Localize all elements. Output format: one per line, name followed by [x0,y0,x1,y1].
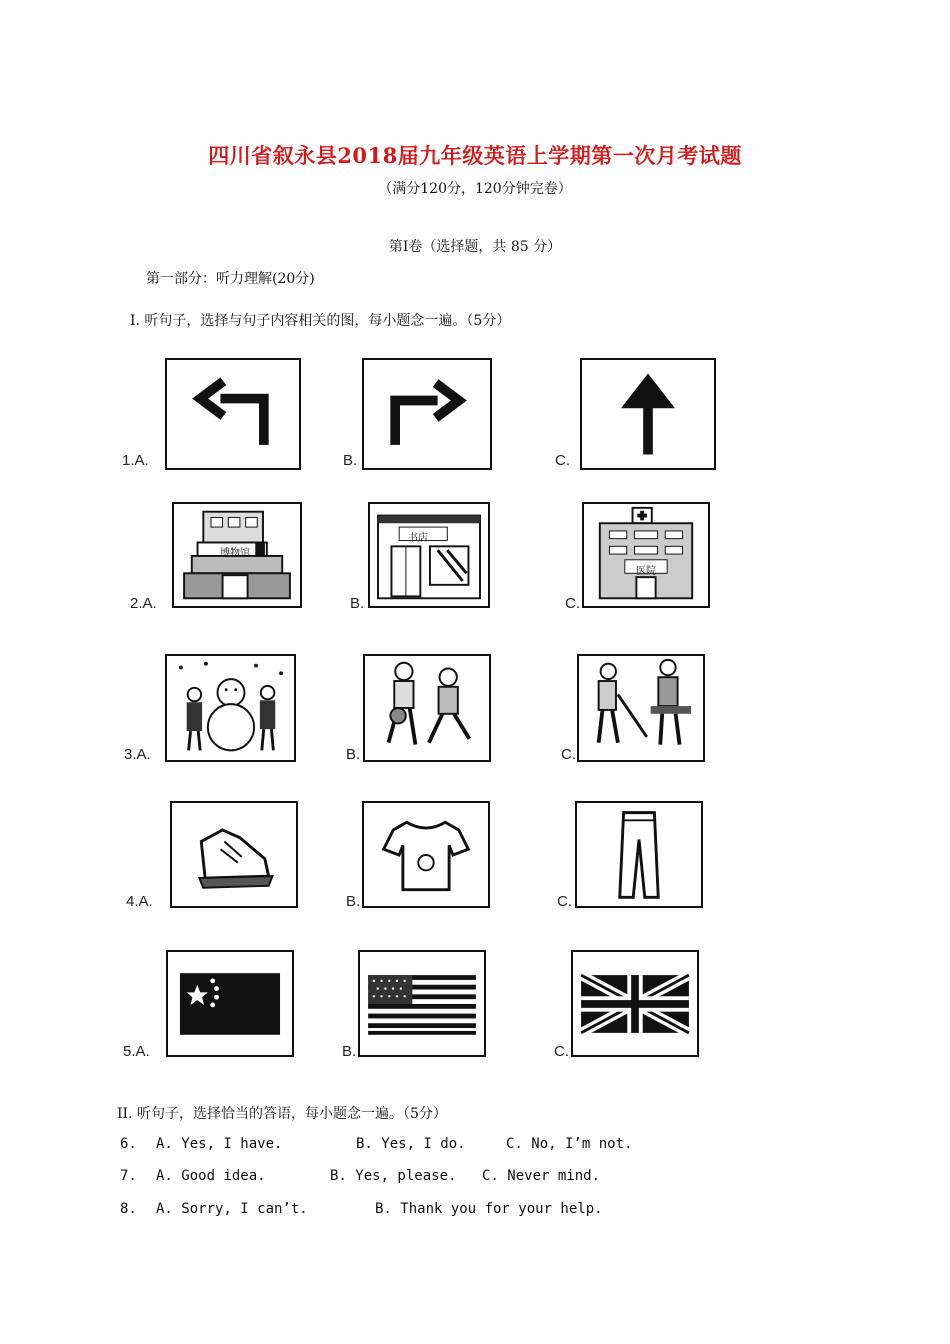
section2-heading: II. 听句子，选择恰当的答语，每小题念一遍。（5分） [117,1106,447,1122]
q7-option-c: C. Never mind. [482,1168,601,1184]
q4-label-a: 4.A. [126,893,153,910]
q8-option-b: B. Thank you for your help. [375,1201,603,1217]
hospital-building [584,504,708,606]
page-title: 四川省叙永县2018届九年级英语上学期第一次月考试题 [208,143,742,168]
q7-number: 7. [120,1168,137,1184]
q5-picture-a [166,950,294,1057]
q1-label-b: B. [343,452,358,469]
q6-option-c: C. No, I’m not. [506,1136,633,1152]
bookstore-building [370,504,488,606]
q1-picture-b [362,358,492,470]
q5-picture-b [358,950,486,1057]
q5-label-a: 5.A. [123,1043,150,1060]
q8-option-a: A. Sorry, I can’t. [156,1201,308,1217]
q3-label-a: 3.A. [124,746,151,763]
basketball-scene [365,656,489,760]
q1-label-a: 1.A. [122,452,149,469]
hospital-sign: 医院 [636,566,656,577]
trousers-icon [577,803,701,906]
q2-picture-a [172,502,302,608]
q7-option-b: B. Yes, please. [330,1168,457,1184]
q5-picture-c [571,950,699,1057]
uk-flag [573,952,697,1055]
q4-label-c: C. [557,893,572,910]
q3-picture-b [363,654,491,762]
straight-up-arrow-icon [582,360,714,468]
q4-picture-c [575,801,703,908]
q2-label-b: B. [350,595,365,612]
q3-picture-c [577,654,705,762]
q2-picture-c [582,502,710,608]
q8-number: 8. [120,1201,137,1217]
planting-scene [579,656,703,760]
q6-option-a: A. Yes, I have. [156,1136,283,1152]
usa-flag [360,952,484,1055]
q4-picture-b [362,801,490,908]
q5-label-b: B. [342,1043,357,1060]
china-flag [168,952,292,1055]
q2-picture-b [368,502,490,608]
q3-label-c: C. [561,746,576,763]
turn-right-arrow-icon [364,360,490,468]
turn-left-arrow-icon [167,360,299,468]
sneaker-icon [172,803,296,906]
q1-label-c: C. [555,452,570,469]
t-shirt-icon [364,803,488,906]
q4-label-b: B. [346,893,361,910]
q3-label-b: B. [346,746,361,763]
q7-option-a: A. Good idea. [156,1168,266,1184]
q6-option-b: B. Yes, I do. [356,1136,466,1152]
q2-label-a: 2.A. [130,595,157,612]
q1-picture-a [165,358,301,470]
q4-picture-a [170,801,298,908]
q1-picture-c [580,358,716,470]
snowman-scene [167,656,294,760]
q2-label-c: C. [565,595,580,612]
volume-heading: 第Ⅰ卷（选择题，共 85 分） [388,239,562,255]
q3-picture-a [165,654,296,762]
section1-heading: I. 听句子，选择与句子内容相关的图，每小题念一遍。（5分） [130,313,511,329]
q6-number: 6. [120,1136,137,1152]
part1-heading: 第一部分：听力理解(20分) [146,271,315,287]
q5-label-c: C. [554,1043,569,1060]
bookstore-sign: 书店 [408,533,428,544]
museum-sign: 博物馆 [220,548,250,559]
score-info: （满分120分，120分钟完卷） [378,181,572,197]
